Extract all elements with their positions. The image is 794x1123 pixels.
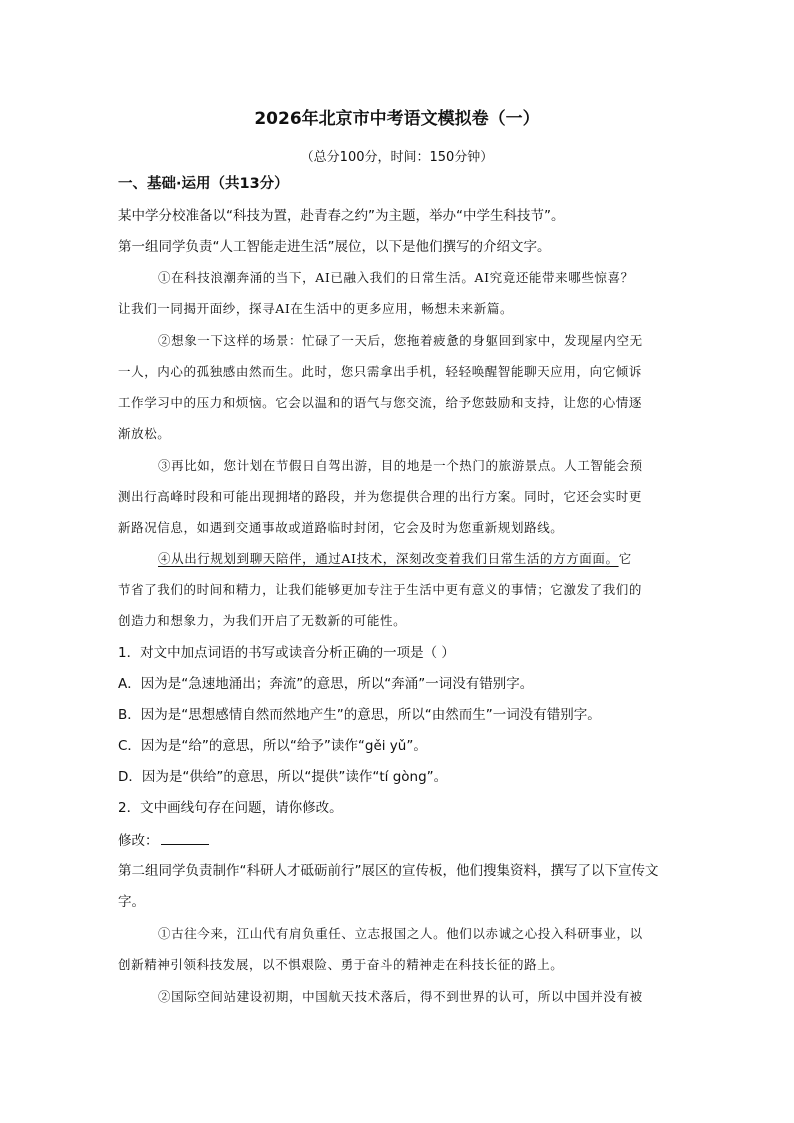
- page-title: 2026年北京市中考语文模拟卷（一）: [254, 109, 540, 129]
- passage-text: 它: [618, 551, 632, 566]
- page-subtitle: （总分100分，时间：150分钟）: [300, 150, 494, 165]
- intro-line: 某中学分校准备以“科技为置，赴青春之约”为主题，举办“中学生科技节”。: [118, 208, 565, 224]
- question-stem: 2．文中画线句存在问题，请你修改。: [118, 800, 343, 816]
- option-a: A．因为是“急速地涌出；奔流”的意思，所以“奔涌”一词没有错别字。: [118, 676, 534, 692]
- option-c: C．因为是“给”的意思，所以“给予”读作“gěi yǔ”。: [118, 738, 427, 754]
- intro-line: 第二组同学负责制作“科研人才砥砺前行”展区的宣传板，他们搜集资料，撰写了以下宣传文: [118, 863, 659, 879]
- underlined-sentence: ④从出行规划到聊天陪伴，通过AI技术，深刻改变着我们日常生活的方方面面。: [158, 551, 619, 566]
- passage-line: 节省了我们的时间和精力，让我们能够更加专注于生活中更有意义的事情；它激发了我们的: [118, 582, 643, 597]
- question-stem: 1．对文中加点词语的书写或读音分析正确的一项是（ ）: [118, 645, 455, 661]
- passage-line: ①在科技浪潮奔涌的当下，AI已融入我们的日常生活。AI究竟还能带来哪些惊喜？: [158, 270, 634, 285]
- passage-line: ③再比如，您计划在节假日自驾出游，目的地是一个热门的旅游景点。人工智能会预: [158, 458, 643, 473]
- answer-line: [118, 830, 209, 851]
- passage-line: [158, 549, 632, 569]
- passage-line: ②想象一下这样的场景：忙碌了一天后，您拖着疲惫的身躯回到家中，发现屋内空无: [158, 333, 643, 348]
- passage-line: 创造力和想象力，为我们开启了无数新的可能性。: [118, 613, 407, 628]
- answer-blank[interactable]: [161, 830, 209, 845]
- passage-line: 渐放松。: [118, 426, 171, 441]
- option-b: B．因为是“思想感情自然而然地产生”的意思，所以“由然而生”一词没有错别字。: [118, 707, 601, 723]
- passage-line: ①古往今来，江山代有肩负重任、立志报国之人。他们以赤诚之心投入科研事业，以: [158, 926, 643, 941]
- passage-line: 让我们一同揭开面纱，探寻AI在生活中的更多应用，畅想未来新篇。: [118, 301, 514, 316]
- section-heading: 一、基础·运用（共13分）: [118, 176, 289, 192]
- passage-line: 工作学习中的压力和烦恼。它会以温和的语气与您交流，给予您鼓励和支持，让您的心情逐: [118, 395, 643, 410]
- passage-line: 测出行高峰时段和可能出现拥堵的路段，并为您提供合理的出行方案。同时，它还会实时更: [118, 489, 643, 504]
- passage-line: 一人，内心的孤独感由然而生。此时，您只需拿出手机，轻轻唤醒智能聊天应用，向它倾诉: [118, 364, 643, 379]
- answer-label: 修改：: [118, 833, 159, 849]
- passage-line: ②国际空间站建设初期，中国航天技术落后，得不到世界的认可，所以中国并没有被: [158, 989, 643, 1004]
- intro-line: 字。: [118, 894, 145, 910]
- passage-line: 创新精神引领科技发展，以不惧艰险、勇于奋斗的精神走在科技长征的路上。: [118, 957, 564, 972]
- passage-line: 新路况信息，如遇到交通事故或道路临时封闭，它会及时为您重新规划路线。: [118, 520, 564, 535]
- option-d: D．因为是“供给”的意思，所以“提供”读作“tí gòng”。: [118, 769, 448, 785]
- intro-line: 第一组同学负责“人工智能走进生活”展位，以下是他们撰写的介绍文字。: [118, 239, 551, 255]
